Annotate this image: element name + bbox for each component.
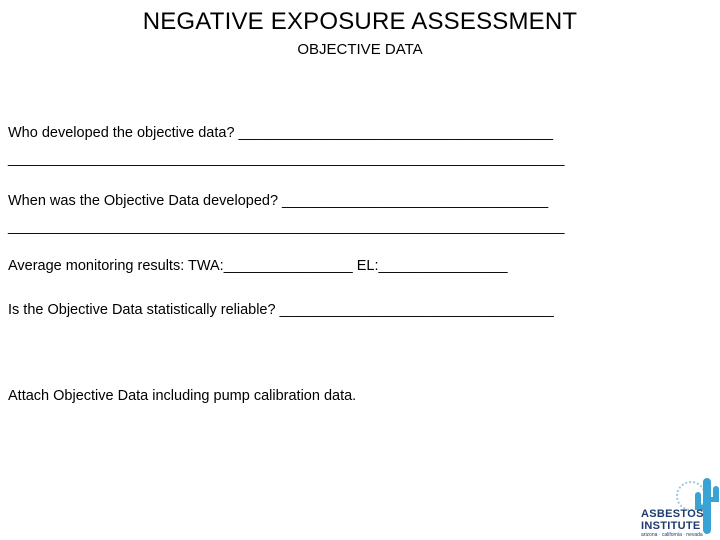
question-when-developed: When was the Objective Data developed? _________________________________ xyxy=(8,193,549,209)
asbestos-institute-logo xyxy=(641,474,720,540)
page-subtitle: OBJECTIVE DATA xyxy=(297,41,423,58)
logo-tagline: arizona · california · nevada xyxy=(641,532,703,538)
attachment-instruction: Attach Objective Data including pump calibration data. xyxy=(8,388,357,404)
question-who-developed: Who developed the objective data? _______________________________________ xyxy=(8,125,554,141)
logo-text-line1: ASBESTOS xyxy=(641,508,704,520)
question-who-developed-continuation-line: _____________________________________________________________________ xyxy=(8,151,565,167)
question-statistically-reliable: Is the Objective Data statistically reliable? __________________________________ xyxy=(8,302,554,318)
question-average-monitoring-results: Average monitoring results: TWA:________________ EL:________________ xyxy=(8,258,508,274)
logo-text-line2: INSTITUTE xyxy=(641,520,701,532)
question-when-developed-continuation-line: _____________________________________________________________________ xyxy=(8,219,565,235)
page-title: NEGATIVE EXPOSURE ASSESSMENT xyxy=(142,8,578,35)
